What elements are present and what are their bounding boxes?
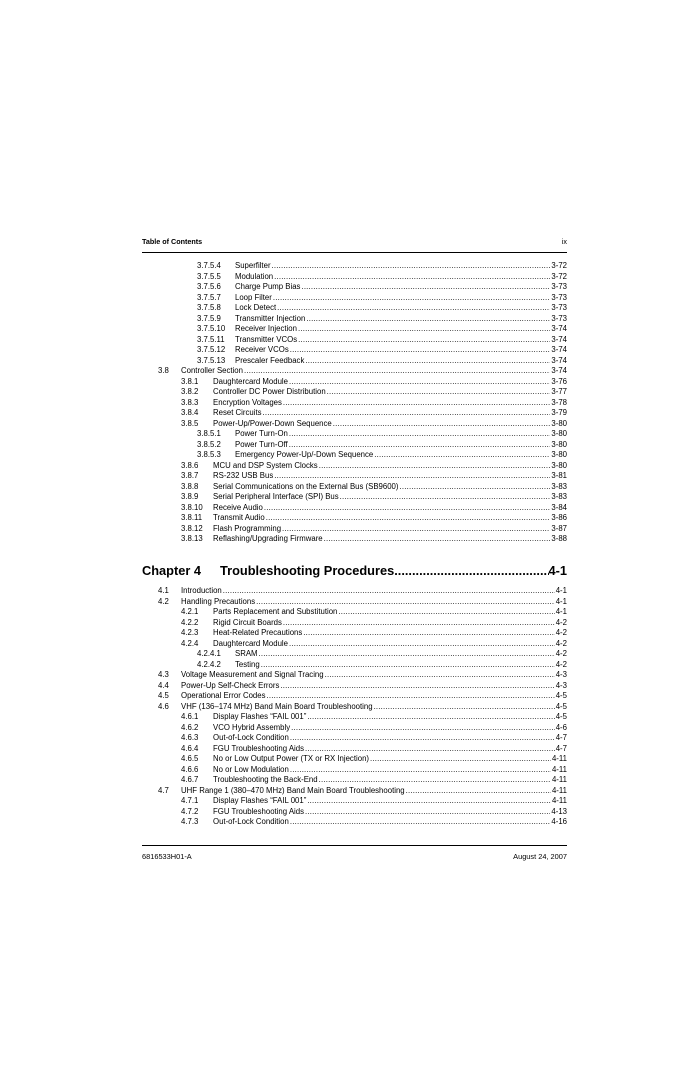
- toc-entry[interactable]: [142, 366, 567, 377]
- leader-dots: [290, 765, 551, 776]
- toc-entry-number: 4.2.4.2: [197, 659, 221, 669]
- toc-entry-page: 3-78: [551, 397, 567, 407]
- leader-dots: [289, 639, 555, 650]
- toc-entry-title: SRAM: [235, 649, 258, 658]
- toc-entry-number: 3.8.1: [181, 376, 199, 386]
- toc-entry-page: 3-73: [551, 282, 567, 291]
- toc-entry-page: 4-5: [555, 691, 567, 700]
- toc-entry[interactable]: [142, 733, 567, 744]
- toc-entry-number: 3.7.5.9: [197, 313, 221, 323]
- leader-dots: [394, 560, 548, 582]
- toc-entry-title: UHF Range 1 (380–470 MHz) Band Main Board Troubleshooting: [181, 785, 405, 795]
- leader-dots: [282, 524, 550, 535]
- toc-entry-title: Prescaler Feedback: [235, 355, 305, 365]
- leader-dots: [305, 356, 550, 367]
- toc-entry[interactable]: [142, 702, 567, 713]
- toc-entry-title: Troubleshooting the Back-End: [213, 775, 318, 784]
- toc-entry[interactable]: [142, 429, 567, 440]
- toc-entry-page: 3-74: [551, 355, 567, 365]
- toc-entry-page: 4-11: [551, 796, 567, 805]
- toc-entry-page: 3-88: [551, 534, 567, 543]
- toc-list-chapter-3: [142, 261, 567, 545]
- toc-entry-title: Testing: [235, 659, 260, 669]
- footer-doc-number: 6816533H01-A: [142, 852, 192, 861]
- header-page-number: ix: [561, 237, 567, 246]
- toc-entry[interactable]: [142, 807, 567, 818]
- chapter-title: Troubleshooting Procedures: [220, 563, 395, 578]
- toc-entry[interactable]: [142, 450, 567, 461]
- toc-entry-title: Display Flashes “FAIL 001”: [213, 796, 307, 805]
- toc-entry-title: Reflashing/Upgrading Firmware: [213, 534, 323, 543]
- toc-entry[interactable]: [142, 356, 567, 367]
- leader-dots: [306, 314, 550, 325]
- toc-entry-title: Display Flashes “FAIL 001”: [213, 712, 307, 721]
- leader-dots: [298, 335, 550, 346]
- toc-entry-page: 3-72: [551, 261, 567, 270]
- toc-entry[interactable]: [142, 324, 567, 335]
- page-header: [142, 237, 567, 249]
- toc-entry-title: Emergency Power-Up/-Down Sequence: [235, 450, 374, 459]
- toc-list-chapter-4: [142, 586, 567, 828]
- toc-entry-page: 3-87: [551, 523, 567, 533]
- toc-entry-page: 3-76: [551, 376, 567, 386]
- toc-entry-number: 4.6.7: [181, 775, 199, 784]
- toc-entry-page: 3-74: [551, 345, 567, 354]
- toc-entry[interactable]: [142, 419, 567, 430]
- leader-dots: [272, 261, 551, 272]
- toc-entry-number: 3.8.6: [181, 460, 199, 470]
- toc-entry[interactable]: [142, 639, 567, 650]
- toc-entry-number: 3.8.4: [181, 408, 199, 417]
- toc-entry-page: 4-2: [555, 659, 567, 669]
- toc-entry-title: Serial Peripheral Interface (SPI) Bus: [213, 492, 339, 501]
- toc-entry-number: 4.2.4.1: [197, 649, 221, 658]
- toc-entry-page: 4-11: [551, 764, 567, 774]
- toc-entry-page: 4-16: [551, 817, 567, 826]
- toc-entry-page: 3-83: [551, 492, 567, 501]
- toc-entry-title: Controller DC Power Distribution: [213, 387, 326, 396]
- toc-entry-page: 4-2: [555, 638, 567, 648]
- toc-entry-number: 4.1: [158, 586, 169, 595]
- toc-entry[interactable]: [142, 282, 567, 293]
- leader-dots: [274, 471, 550, 482]
- leader-dots: [305, 807, 550, 818]
- leader-dots: [280, 681, 554, 692]
- toc-entry-page: 4-5: [555, 701, 567, 711]
- toc-entry[interactable]: [142, 597, 567, 608]
- toc-entry-page: 4-5: [555, 712, 567, 721]
- toc-entry[interactable]: [142, 628, 567, 639]
- toc-entry-number: 4.5: [158, 691, 169, 700]
- leader-dots: [244, 366, 550, 377]
- toc-entry-page: 3-74: [551, 334, 567, 344]
- leader-dots: [264, 503, 551, 514]
- toc-entry-page: 4-6: [555, 722, 567, 732]
- toc-entry-title: Parts Replacement and Substitution: [213, 607, 338, 616]
- leader-dots: [374, 702, 555, 713]
- chapter-heading[interactable]: [142, 560, 567, 582]
- leader-dots: [298, 324, 550, 335]
- toc-entry-number: 3.7.5.10: [197, 324, 226, 333]
- leader-dots: [333, 419, 551, 430]
- toc-entry-title: FGU Troubleshooting Aids: [213, 806, 305, 816]
- toc-entry[interactable]: [142, 408, 567, 419]
- footer-rule: [142, 845, 567, 846]
- toc-entry-page: 3-80: [551, 450, 567, 459]
- toc-entry[interactable]: [142, 786, 567, 797]
- toc-entry-number: 4.2.3: [181, 628, 199, 637]
- toc-entry-title: Lock Detect: [235, 303, 277, 312]
- toc-entry[interactable]: [142, 691, 567, 702]
- toc-entry-title: Out-of-Lock Condition: [213, 817, 289, 826]
- toc-entry-page: 3-73: [551, 292, 567, 302]
- toc-entry-number: 4.2.2: [181, 617, 199, 627]
- toc-entry-number: 3.8.5.3: [197, 450, 221, 459]
- leader-dots: [305, 744, 555, 755]
- toc-entry-title: Serial Communications on the External Bus (SB9600): [213, 481, 399, 491]
- toc-entry-title: Handling Precautions: [181, 596, 256, 606]
- leader-dots: [290, 345, 551, 356]
- toc-entry-title: Transmit Audio: [213, 513, 265, 522]
- toc-entry-page: 4-1: [555, 596, 567, 606]
- toc-entry[interactable]: [142, 261, 567, 272]
- leader-dots: [291, 723, 555, 734]
- toc-entry-page: 3-80: [551, 418, 567, 428]
- toc-entry-number: 3.8.5: [181, 418, 199, 428]
- toc-entry[interactable]: [142, 618, 567, 629]
- page-footer: [142, 852, 567, 864]
- toc-entry-title: Voltage Measurement and Signal Tracing: [181, 670, 324, 679]
- toc-entry-title: Power-Up/Power-Down Sequence: [213, 418, 332, 428]
- toc-entry-page: 4-11: [551, 775, 567, 784]
- leader-dots: [261, 660, 555, 671]
- toc-entry[interactable]: [142, 534, 567, 545]
- toc-entry-title: Charge Pump Bias: [235, 282, 301, 291]
- leader-dots: [273, 293, 551, 304]
- toc-entry-title: Transmitter VCOs: [235, 334, 298, 344]
- toc-entry[interactable]: [142, 377, 567, 388]
- toc-entry[interactable]: [142, 586, 567, 597]
- footer-date: August 24, 2007: [513, 852, 567, 861]
- toc-entry-title: Operational Error Codes: [181, 691, 266, 700]
- toc-entry-number: 4.2.1: [181, 607, 199, 616]
- toc-entry[interactable]: [142, 335, 567, 346]
- toc-entry-title: Loop Filter: [235, 292, 272, 302]
- toc-entry-title: Flash Programming: [213, 523, 282, 533]
- toc-entry-page: 4-13: [551, 806, 567, 816]
- toc-entry-page: 4-2: [555, 617, 567, 627]
- toc-entry-number: 4.6.6: [181, 764, 199, 774]
- toc-entry[interactable]: [142, 345, 567, 356]
- toc-entry-page: 3-80: [551, 429, 567, 438]
- toc-entry[interactable]: [142, 303, 567, 314]
- toc-entry-title: Out-of-Lock Condition: [213, 733, 289, 742]
- toc-entry-page: 4-7: [555, 743, 567, 753]
- toc-entry[interactable]: [142, 660, 567, 671]
- toc-entry-title: Rigid Circuit Boards: [213, 617, 282, 627]
- leader-dots: [370, 754, 551, 765]
- header-rule: [142, 252, 567, 253]
- toc-entry-page: 3-86: [551, 513, 567, 522]
- toc-entry-number: 3.8.8: [181, 481, 199, 491]
- toc-entry[interactable]: [142, 293, 567, 304]
- leader-dots: [307, 712, 554, 723]
- leader-dots: [327, 387, 551, 398]
- toc-entry-title: Power Turn-On: [235, 429, 288, 438]
- toc-entry-number: 3.8.12: [181, 523, 203, 533]
- toc-entry-number: 3.8.7: [181, 471, 199, 480]
- toc-entry[interactable]: [142, 607, 567, 618]
- toc-entry-title: Reset Circuits: [213, 408, 262, 417]
- toc-entry-number: 4.4: [158, 680, 169, 690]
- toc-entry-page: 3-83: [551, 481, 567, 491]
- toc-entry-title: Receiver Injection: [235, 324, 297, 333]
- toc-entry[interactable]: [142, 440, 567, 451]
- toc-entry-page: 3-77: [551, 387, 567, 396]
- leader-dots: [290, 817, 551, 828]
- leader-dots: [277, 303, 550, 314]
- toc-entry[interactable]: [142, 492, 567, 503]
- leader-dots: [223, 586, 555, 597]
- toc-entry-page: 4-1: [555, 586, 567, 595]
- toc-entry-title: VHF (136–174 MHz) Band Main Board Troubleshooting: [181, 701, 373, 711]
- leader-dots: [274, 272, 550, 283]
- leader-dots: [290, 733, 555, 744]
- toc-entry[interactable]: [142, 471, 567, 482]
- toc-entry-number: 4.6.3: [181, 733, 199, 742]
- toc-entry-number: 4.6.1: [181, 712, 199, 721]
- toc-entry-number: 3.8.13: [181, 534, 203, 543]
- toc-entry-title: Power-Up Self-Check Errors: [181, 680, 280, 690]
- toc-entry-title: Introduction: [181, 586, 222, 595]
- leader-dots: [303, 628, 554, 639]
- toc-entry-title: MCU and DSP System Clocks: [213, 460, 318, 470]
- leader-dots: [289, 440, 551, 451]
- toc-entry[interactable]: [142, 817, 567, 828]
- toc-entry-number: 3.7.5.8: [197, 303, 221, 312]
- toc-entry[interactable]: [142, 524, 567, 535]
- toc-entry-number: 4.6.2: [181, 722, 199, 732]
- toc-entry-number: 4.7.1: [181, 796, 199, 805]
- toc-entry[interactable]: [142, 482, 567, 493]
- toc-entry[interactable]: [142, 272, 567, 283]
- leader-dots: [283, 618, 555, 629]
- toc-entry[interactable]: [142, 765, 567, 776]
- toc-entry-number: 4.2.4: [181, 638, 199, 648]
- toc-entry-title: Modulation: [235, 271, 274, 281]
- toc-entry-number: 3.8: [158, 366, 169, 375]
- leader-dots: [301, 282, 550, 293]
- toc-entry-title: Power Turn-Off: [235, 439, 288, 449]
- toc-entry-number: 3.8.5.2: [197, 439, 221, 449]
- toc-entry[interactable]: [142, 314, 567, 325]
- toc-entry[interactable]: [142, 670, 567, 681]
- toc-entry-number: 3.8.10: [181, 502, 203, 512]
- toc-entry[interactable]: [142, 387, 567, 398]
- toc-entry[interactable]: [142, 796, 567, 807]
- toc-entry[interactable]: [142, 513, 567, 524]
- toc-entry-page: 4-7: [555, 733, 567, 742]
- toc-entry[interactable]: [142, 461, 567, 472]
- toc-entry-number: 4.2: [158, 596, 169, 606]
- toc-entry[interactable]: [142, 775, 567, 786]
- leader-dots: [263, 408, 551, 419]
- leader-dots: [319, 775, 551, 786]
- toc-entry-title: RS-232 USB Bus: [213, 471, 274, 480]
- toc-entry-number: 3.7.5.4: [197, 261, 221, 270]
- toc-entry-page: 3-73: [551, 313, 567, 323]
- toc-entry-number: 3.7.5.6: [197, 282, 221, 291]
- toc-entry-number: 4.6.4: [181, 743, 199, 753]
- toc-entry[interactable]: [142, 503, 567, 514]
- toc-entry-title: Daughtercard Module: [213, 376, 288, 386]
- toc-entry-page: 4-2: [555, 649, 567, 658]
- leader-dots: [256, 597, 555, 608]
- toc-entry-number: 4.7: [158, 785, 169, 795]
- toc-entry[interactable]: [142, 744, 567, 755]
- leader-dots: [283, 398, 550, 409]
- toc-entry-number: 3.7.5.5: [197, 271, 221, 281]
- toc-entry-page: 4-11: [551, 785, 567, 795]
- toc-entry-title: VCO Hybrid Assembly: [213, 722, 291, 732]
- toc-entry-number: 3.8.5.1: [197, 429, 221, 438]
- toc-entry-number: 3.8.3: [181, 397, 199, 407]
- toc-entry-page: 3-81: [551, 471, 567, 480]
- leader-dots: [340, 492, 551, 503]
- toc-entry-number: 3.7.5.12: [197, 345, 226, 354]
- toc-entry-number: 3.7.5.11: [197, 334, 225, 344]
- leader-dots: [289, 377, 550, 388]
- leader-dots: [266, 513, 551, 524]
- leader-dots: [289, 429, 551, 440]
- toc-entry[interactable]: [142, 754, 567, 765]
- leader-dots: [259, 649, 555, 660]
- toc-entry-title: Controller Section: [181, 366, 243, 375]
- toc-entry-title: Encryption Voltages: [213, 397, 282, 407]
- leader-dots: [319, 461, 551, 472]
- toc-entry-page: 3-80: [551, 439, 567, 449]
- toc-entry-number: 4.6.5: [181, 754, 199, 763]
- toc-entry-title: Receiver VCOs: [235, 345, 289, 354]
- leader-dots: [267, 691, 555, 702]
- toc-entry-number: 4.7.2: [181, 806, 199, 816]
- toc-entry-page: 3-84: [551, 502, 567, 512]
- toc-entry-number: 4.3: [158, 670, 169, 679]
- toc-entry-page: 4-3: [555, 680, 567, 690]
- toc-entry-title: No or Low Output Power (TX or RX Injection): [213, 754, 369, 763]
- toc-entry-title: Heat-Related Precautions: [213, 628, 303, 637]
- leader-dots: [374, 450, 550, 461]
- toc-entry-page: 4-1: [555, 607, 567, 616]
- toc-entry-page: 4-3: [555, 670, 567, 679]
- toc-entry-number: 3.8.2: [181, 387, 199, 396]
- leader-dots: [400, 482, 551, 493]
- toc-entry-title: Daughtercard Module: [213, 638, 288, 648]
- toc-entry-title: Superfilter: [235, 261, 271, 270]
- toc-entry-number: 4.6: [158, 701, 169, 711]
- toc-entry-page: 4-2: [555, 628, 567, 637]
- toc-entry-page: 4-11: [551, 754, 567, 763]
- toc-entry-page: 3-74: [551, 366, 567, 375]
- leader-dots: [324, 534, 551, 545]
- toc-entry[interactable]: [142, 649, 567, 660]
- chapter-page: 4-1: [548, 563, 567, 578]
- toc-entry[interactable]: [142, 681, 567, 692]
- toc-entry-number: 3.8.11: [181, 513, 203, 522]
- toc-entry[interactable]: [142, 712, 567, 723]
- toc-entry-title: No or Low Modulation: [213, 764, 289, 774]
- toc-entry-page: 3-80: [551, 460, 567, 470]
- toc-entry-title: Receive Audio: [213, 502, 263, 512]
- toc-entry[interactable]: [142, 398, 567, 409]
- toc-entry-number: 3.8.9: [181, 492, 199, 501]
- chapter-label: Chapter 4: [142, 563, 202, 578]
- toc-entry-page: 3-79: [551, 408, 567, 417]
- toc-entry-title: FGU Troubleshooting Aids: [213, 743, 305, 753]
- toc-entry-page: 3-74: [551, 324, 567, 333]
- toc-entry-title: Transmitter Injection: [235, 313, 306, 323]
- header-section-title: Table of Contents: [142, 237, 203, 246]
- toc-entry-number: 3.7.5.7: [197, 292, 221, 302]
- leader-dots: [338, 607, 554, 618]
- leader-dots: [307, 796, 551, 807]
- toc-entry-number: 4.7.3: [181, 817, 199, 826]
- leader-dots: [325, 670, 555, 681]
- toc-entry-page: 3-72: [551, 271, 567, 281]
- toc-entry-number: 3.7.5.13: [197, 355, 226, 365]
- leader-dots: [406, 786, 551, 797]
- toc-entry[interactable]: [142, 723, 567, 734]
- toc-entry-page: 3-73: [551, 303, 567, 312]
